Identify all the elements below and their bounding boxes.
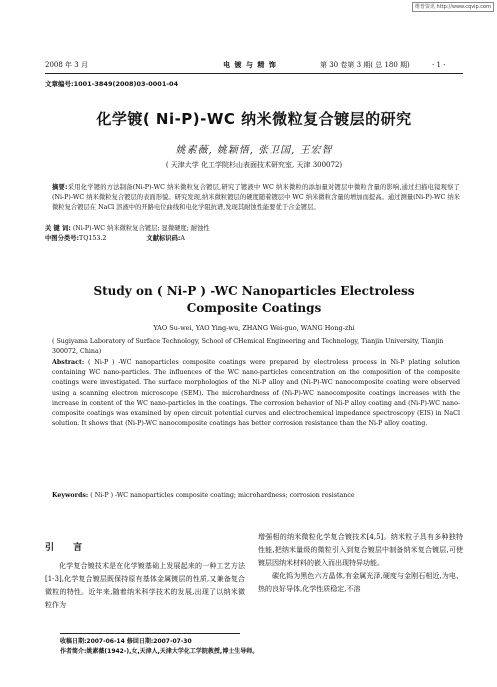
header-issue: 第 30 卷第 3 期( 总 180 期)	[320, 61, 410, 69]
section-heading-introduction: 引 言	[45, 543, 91, 553]
intro-right-paragraph-1: 增强相的纳米微粒化学复合镀技术[4,5]。纳米粒子具有多种独特性能,把纳米量级的微粒引入到复合镀层中制备纳米复合镀层,可使镀层因纳米材料的嵌入而出现特异功能。	[258, 533, 463, 567]
keywords-label: 关 键 词:	[45, 225, 71, 232]
english-keywords	[52, 491, 460, 501]
chinese-affiliation: ( 天津大学 化工学院杉山表面技术研究室, 天津 300072)	[165, 161, 343, 169]
keywords-text: (Ni-P)-WC 纳米微粒复合镀层; 显微硬度; 耐蚀性	[72, 225, 210, 232]
intro-left-column: 化学复合镀技术是在化学镀基础上发展起来的一种工艺方法[1-3],化学复合镀层既保持原有基体金属镀层的性质,又兼备复合微粒的特性。近年来,随着纳米科学技术的发展,出现了以纳米微粒作为	[45, 562, 245, 609]
chinese-title: 化学镀( Ni-P)-WC 纳米微粒复合镀层的研究	[96, 110, 412, 128]
footnote-author: 作者简介:姚素薇(1942-),女,天津人,天津大学化工学院教授,博士生导师。	[60, 648, 259, 655]
header-page-number: · 1 ·	[432, 61, 446, 69]
doc-code-label: 文献标识码:	[146, 235, 181, 242]
english-abstract	[52, 358, 460, 429]
chinese-abstract	[52, 183, 460, 213]
intro-right-paragraph-2: 碳化钨为黑色六方晶体,有金属光泽,硬度与金刚石相近,为电、热的良好导体,化学性质稳定,不溶	[258, 572, 463, 593]
footnote-rule	[60, 633, 240, 634]
class-value: TQ153.2	[79, 235, 107, 242]
header-date: 2008 年 3 月	[45, 61, 88, 69]
classification	[45, 234, 460, 244]
class-label: 中图分类号:	[45, 235, 80, 242]
intro-right-column	[258, 531, 463, 596]
header-rule	[45, 73, 463, 74]
english-affiliation: ( Sugiyama Laboratory of Surface Technology, School of CHemical Engineering and Technology, Tianjin University, Tianjin 300072, China)	[52, 338, 444, 355]
chinese-authors: 姚素薇, 姚颖悟, 张卫国, 王宏智	[175, 145, 333, 156]
doc-code-value: A	[180, 235, 185, 242]
english-keywords-text: ( Ni-P ) -WC nanoparticles composite coating; microhardness; corrosion resistance	[90, 492, 355, 499]
source-watermark: 维普资讯 http://www.cqvip.com	[412, 2, 494, 12]
footnote-received: 收稿日期:2007-06-14 修回日期:2007-07-30	[60, 638, 192, 645]
english-abstract-label: Abstract:	[52, 359, 85, 366]
article-id: 文章编号:1001-3849(2008)03-0001-04	[45, 80, 179, 88]
english-title	[45, 283, 463, 317]
abstract-label: 摘要:	[52, 184, 68, 191]
english-authors: YAO Su-wei, YAO Ying-wu, ZHANG Wei-guo, WANG Hong-zhi	[153, 324, 355, 332]
english-title-line-1: Study on ( Ni-P ) -WC Nanoparticles Electroless	[93, 284, 415, 298]
abstract-text: 采用化学镀的方法制备(Ni-P)-WC 纳米微粒复合镀层,研究了镀液中 WC 纳米微粒的添加量对镀层中微粒含量的影响,通过扫描电镜观察了(Ni-P)-WC 纳米微粒复合镀层的表面形貌。研究发现,纳米微粒镀层的硬度随着镀层中 WC 纳米微粒含量的增加而提高。通过测量(Ni-P)-WC 纳米微粒复合镀层在 NaCl 溶液中的开路电位曲线和电化学阻抗谱,发现其耐蚀性能要优于合金镀层。	[52, 184, 460, 211]
english-keywords-label: Keywords:	[52, 492, 89, 499]
chinese-keywords	[45, 224, 460, 234]
header-journal: 电 镀 与 精 饰	[223, 61, 277, 69]
english-abstract-text: ( Ni-P ) -WC nanoparticles composite coatings were prepared by electroless process in Ni-P plating solution containing WC nano-particles. The influences of the WC nano-particles concentration on the composition of the composite coatings were investigated. The surface morphologies of the Ni-P alloy and (Ni-P)-WC nanocomposite coating were observed using a scanning electron microscope (SEM). The microhardness of (Ni-P)-WC nanocomposite coatings increases with the increase in content of the WC nano-particles in the coatings. The corrosion behavior of Ni-P alloy coating and (Ni-P)-WC nano-composite coatings was examined by open circuit potential curves and electrochemical impedance spectroscopy (EIS) in NaCl solution. It shows that (Ni-P)-WC nanocomposite coatings has better corrosion resistance than the Ni-P alloy coating.	[52, 359, 460, 428]
english-title-line-2: Composite Coatings	[186, 301, 322, 315]
